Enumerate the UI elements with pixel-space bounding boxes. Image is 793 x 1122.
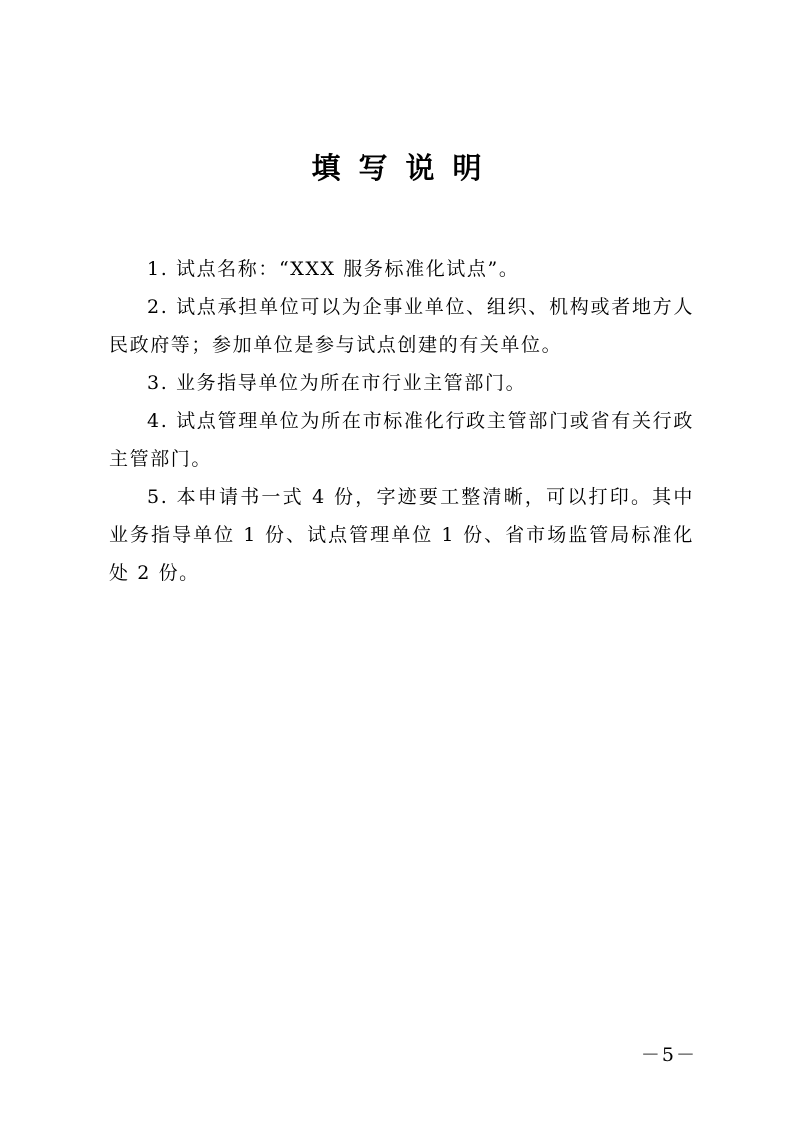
page-title: 填写说明 [311,151,500,185]
page-number: －5－ [640,1044,697,1066]
instruction-item-1: 1. 试点名称：“XXX 服务标准化试点”。 [147,258,520,280]
instructions-list [109,250,694,592]
instruction-item-4: 4. 试点管理单位为所在市标准化行政主管部门或省有关行政主管部门。 [109,410,694,470]
instruction-item-5: 5. 本申请书一式 4 份，字迹要工整清晰，可以打印。其中业务指导单位 1 份、试点管理单位 1 份、省市场监管局标准化处 2 份。 [109,486,694,584]
instruction-item-2: 2. 试点承担单位可以为企事业单位、组织、机构或者地方人民政府等；参加单位是参与试点创建的有关单位。 [109,296,694,356]
instruction-item-3: 3. 业务指导单位为所在市行业主管部门。 [147,372,527,394]
